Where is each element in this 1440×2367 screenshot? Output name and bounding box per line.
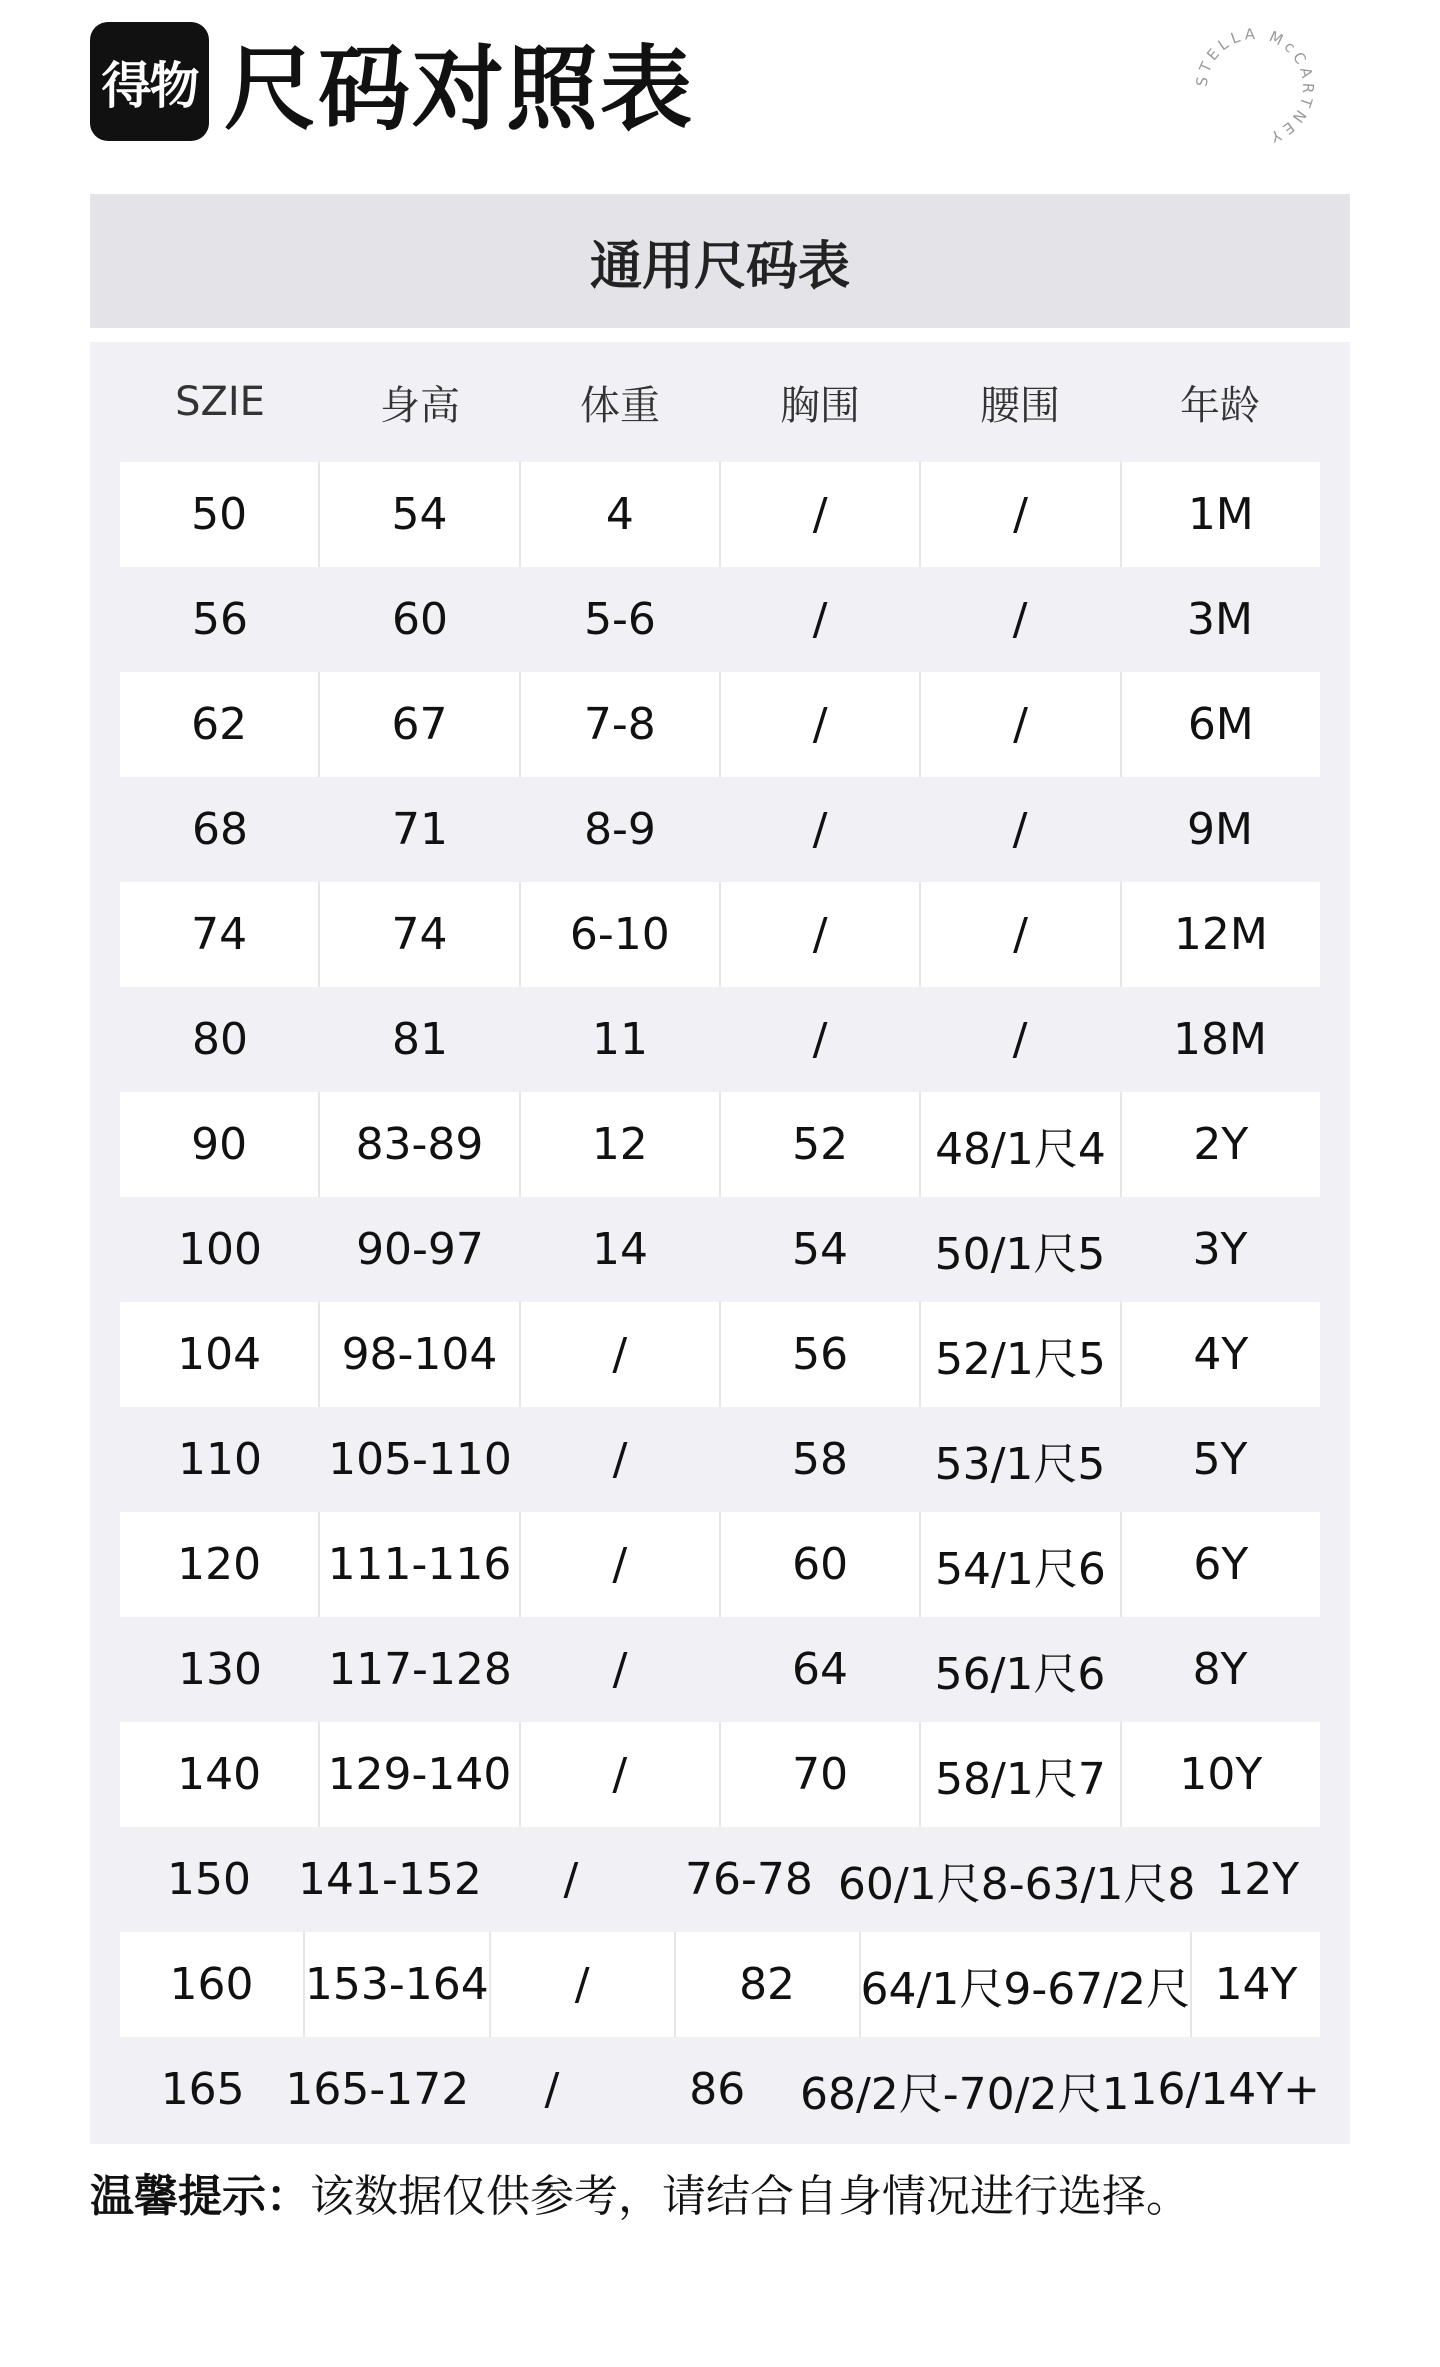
column-header-chest: 胸围 — [780, 382, 860, 429]
cell-waist: / — [919, 462, 1119, 567]
cell-weight: 4 — [519, 462, 719, 567]
logo-text: 得物 — [101, 56, 198, 115]
brand-seal-text: STELLA McCARTNEY — [1192, 24, 1318, 148]
cell-size: 160 — [169, 1959, 254, 2010]
table-title: 通用尺码表 — [90, 194, 1350, 328]
cell-age: 1M — [1120, 462, 1320, 567]
table-row — [120, 462, 1320, 567]
cell-size: 104 — [177, 1329, 262, 1380]
cell-height: 81 — [392, 1014, 448, 1065]
cell-waist: 56/1尺6 — [934, 1648, 1106, 1700]
cell-waist: 68/2尺-70/2尺1 — [799, 2068, 1130, 2120]
cell-waist: 53/1尺5 — [934, 1438, 1106, 1490]
table-row — [120, 1092, 1320, 1197]
table-row — [120, 1722, 1320, 1827]
cell-weight: 7-8 — [519, 672, 719, 777]
table-row — [120, 987, 1320, 1092]
cell-weight: 12 — [519, 1092, 719, 1197]
cell-weight: / — [612, 1434, 628, 1485]
cell-chest: 56 — [719, 1302, 919, 1407]
cell-height: 153-164 — [303, 1932, 489, 2037]
cell-chest: 82 — [674, 1932, 859, 2037]
tip-text: 该数据仅供参考，请结合自身情况进行选择。 — [310, 2171, 1190, 2222]
cell-age: 9M — [1187, 804, 1253, 855]
cell-age: 2Y — [1120, 1092, 1320, 1197]
cell-chest: 58 — [792, 1434, 848, 1485]
cell-age: 18M — [1173, 1014, 1267, 1065]
cell-weight: 8-9 — [584, 804, 656, 855]
cell-chest: 64 — [792, 1644, 848, 1695]
cell-size: 140 — [177, 1749, 262, 1800]
cell-weight: / — [519, 1722, 719, 1827]
table-row — [120, 882, 1320, 987]
cell-age: 6M — [1120, 672, 1320, 777]
cell-weight: / — [563, 1854, 579, 1905]
cell-weight: / — [612, 1644, 628, 1695]
cell-chest: / — [812, 594, 828, 645]
cell-height: 129-140 — [318, 1722, 518, 1827]
cell-waist: / — [1012, 594, 1028, 645]
cell-chest: 70 — [719, 1722, 919, 1827]
cell-chest: / — [719, 672, 919, 777]
cell-size: 74 — [191, 909, 248, 960]
cell-size: 62 — [191, 699, 248, 750]
cell-size: 130 — [178, 1644, 262, 1695]
table-row — [120, 1407, 1320, 1512]
cell-age: 14Y — [1190, 1932, 1320, 2037]
page-title: 尺码对照表 — [224, 36, 695, 143]
cell-weight: / — [544, 2064, 560, 2115]
cell-age: 10Y — [1120, 1722, 1320, 1827]
cell-size: 110 — [178, 1434, 262, 1485]
cell-height: 83-89 — [318, 1092, 518, 1197]
cell-waist: / — [919, 882, 1119, 987]
header — [90, 22, 1350, 172]
cell-weight: 5-6 — [584, 594, 656, 645]
cell-weight: / — [519, 1512, 719, 1617]
cell-height: 111-116 — [318, 1512, 518, 1617]
cell-chest: / — [719, 462, 919, 567]
cell-height: 71 — [392, 804, 448, 855]
cell-size: 50 — [191, 489, 248, 540]
cell-size: 90 — [191, 1119, 248, 1170]
cell-age: 4Y — [1120, 1302, 1320, 1407]
cell-waist: 52/1尺5 — [919, 1302, 1119, 1407]
cell-age: 12M — [1120, 882, 1320, 987]
table-row — [120, 1827, 1320, 1932]
cell-age: 6Y — [1120, 1512, 1320, 1617]
cell-height: 60 — [392, 594, 448, 645]
cell-waist: / — [1012, 804, 1028, 855]
cell-height: 90-97 — [356, 1224, 484, 1275]
cell-size: 120 — [177, 1539, 262, 1590]
cell-age: 5Y — [1192, 1434, 1248, 1485]
cell-size: 100 — [178, 1224, 262, 1275]
table-row — [120, 1197, 1320, 1302]
tip-note — [90, 2160, 1190, 2224]
cell-weight: 14 — [592, 1224, 648, 1275]
cell-height: 98-104 — [318, 1302, 518, 1407]
cell-height: 67 — [318, 672, 518, 777]
cell-age: 16/14Y+ — [1129, 2064, 1320, 2115]
cell-chest: 52 — [719, 1092, 919, 1197]
cell-chest: / — [719, 882, 919, 987]
cell-waist: / — [1012, 1014, 1028, 1065]
cell-size: 56 — [192, 594, 248, 645]
cell-chest: 86 — [689, 2064, 746, 2115]
table-row — [120, 1932, 1320, 2037]
table-row — [120, 2037, 1320, 2142]
cell-size: 165 — [160, 2064, 245, 2115]
cell-age: 3M — [1187, 594, 1253, 645]
cell-age: 8Y — [1192, 1644, 1248, 1695]
table-row — [120, 672, 1320, 777]
brand-seal-logo — [1190, 22, 1320, 152]
cell-chest: 60 — [719, 1512, 919, 1617]
cell-height: 105-110 — [328, 1434, 512, 1485]
table-row — [120, 1512, 1320, 1617]
cell-waist: 58/1尺7 — [919, 1722, 1119, 1827]
cell-chest: / — [812, 1014, 828, 1065]
cell-waist: / — [919, 672, 1119, 777]
column-header-weight: 体重 — [580, 382, 660, 429]
cell-waist: 60/1尺8-63/1尺8 — [837, 1858, 1196, 1910]
table-body — [120, 462, 1320, 2142]
divider — [90, 328, 1350, 342]
svg-text:STELLA McCARTNEY — [1193, 25, 1318, 147]
column-header-age: 年龄 — [1180, 382, 1260, 429]
table-row — [120, 1617, 1320, 1722]
cell-height: 54 — [318, 462, 518, 567]
table-row — [120, 1302, 1320, 1407]
cell-size: 80 — [192, 1014, 248, 1065]
cell-waist: 48/1尺4 — [919, 1092, 1119, 1197]
column-header-size: SZIE — [175, 379, 265, 425]
cell-chest: 76-78 — [684, 1854, 813, 1905]
cell-height: 74 — [318, 882, 518, 987]
size-chart-card — [90, 194, 1350, 2144]
cell-size: 150 — [167, 1854, 251, 1905]
cell-waist: 50/1尺5 — [934, 1228, 1106, 1280]
cell-height: 117-128 — [328, 1644, 512, 1695]
cell-chest: 54 — [792, 1224, 848, 1275]
table-row — [120, 567, 1320, 672]
cell-weight: / — [519, 1302, 719, 1407]
cell-weight: / — [489, 1932, 674, 2037]
cell-weight: 11 — [592, 1014, 648, 1065]
app-logo — [90, 22, 209, 141]
cell-age: 3Y — [1192, 1224, 1248, 1275]
tip-label: 温馨提示： — [90, 2171, 310, 2222]
cell-waist: 54/1尺6 — [919, 1512, 1119, 1617]
cell-size: 68 — [192, 804, 248, 855]
cell-height: 141-152 — [298, 1854, 482, 1905]
table-row — [120, 777, 1320, 882]
cell-chest: / — [812, 804, 828, 855]
column-headers — [120, 342, 1320, 462]
cell-age: 12Y — [1216, 1854, 1300, 1905]
column-header-height: 身高 — [380, 382, 460, 429]
cell-waist: 64/1尺9-67/2尺 — [859, 1932, 1190, 2037]
cell-height: 165-172 — [285, 2064, 470, 2115]
column-header-waist: 腰围 — [980, 382, 1060, 429]
cell-weight: 6-10 — [519, 882, 719, 987]
